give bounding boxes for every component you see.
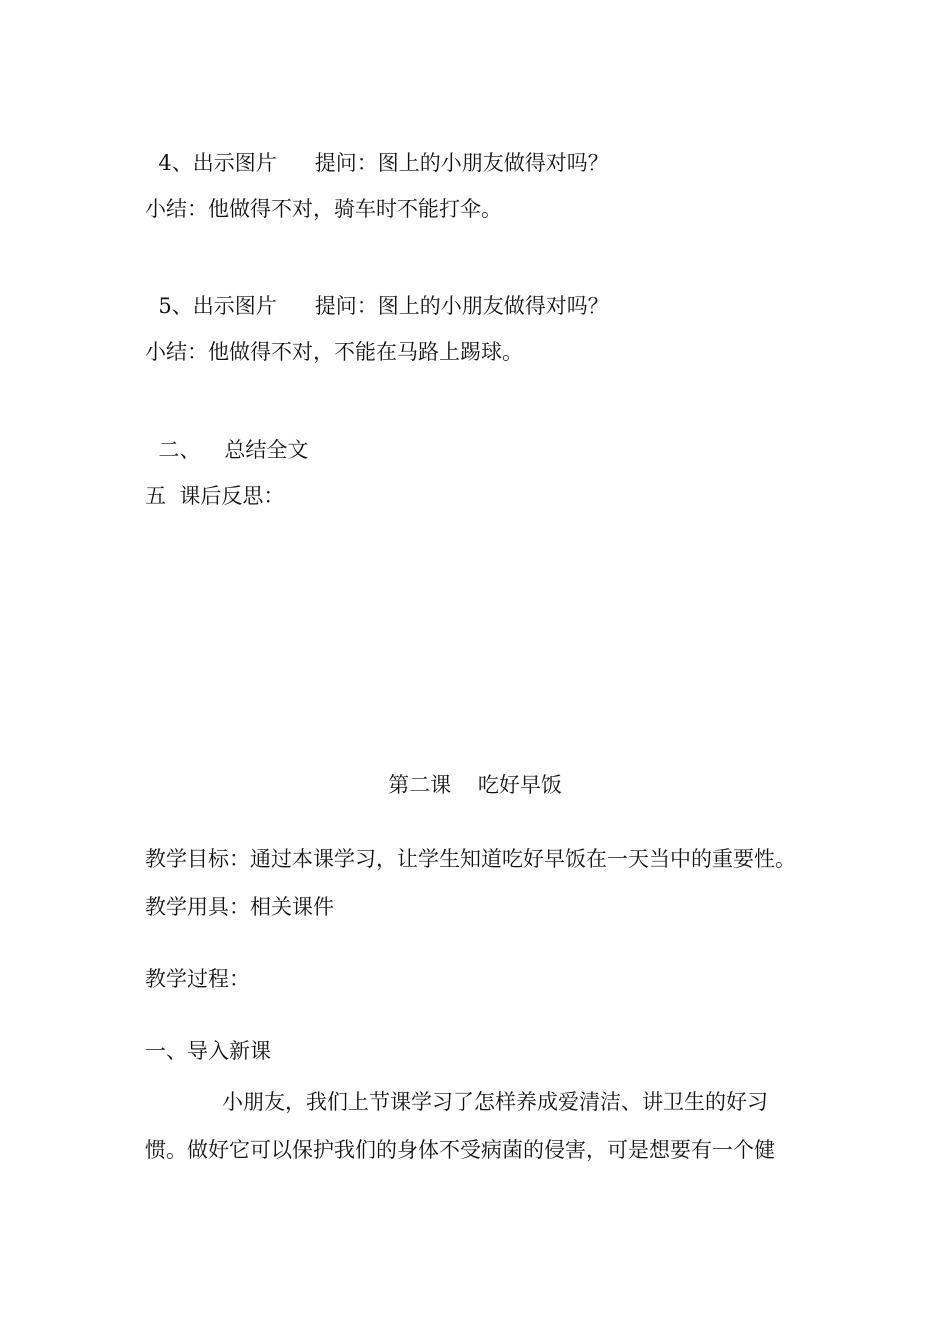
item4-question: 提问：图上的小朋友做得对吗？ — [314, 151, 609, 175]
item5-label: 5、出示图片 — [158, 294, 277, 318]
item5-question: 提问：图上的小朋友做得对吗？ — [314, 294, 609, 318]
lesson2-process: 教学过程： — [145, 967, 250, 991]
item4-line — [145, 124, 609, 176]
item4-label: 4、出示图片 — [158, 151, 277, 175]
lesson2-goal: 教学目标：通过本课学习，让学生知道吃好早饭在一天当中的重要性。 — [145, 847, 796, 871]
lesson2-title: 第二课 吃好早饭 — [388, 773, 562, 797]
item5-summary: 小结：他做得不对，不能在马路上踢球。 — [145, 340, 523, 364]
intro-line-2: 惯。做好它可以保护我们的身体不受病菌的侵害，可是想要有一个健 — [145, 1138, 775, 1162]
lesson2-tools: 教学用具：相关课件 — [145, 895, 334, 919]
part2-text: 总结全文 — [224, 438, 309, 462]
part5-heading: 五 课后反思： — [145, 484, 285, 508]
intro-heading: 一、导入新课 — [145, 1039, 271, 1063]
part2-heading — [145, 411, 308, 463]
item4-summary: 小结：他做得不对，骑车时不能打伞。 — [145, 197, 502, 221]
item5-line — [145, 267, 609, 319]
part2-number: 二、 — [158, 438, 201, 462]
intro-line-1: 小朋友，我们上节课学习了怎样养成爱清洁、讲卫生的好习 — [222, 1090, 768, 1114]
